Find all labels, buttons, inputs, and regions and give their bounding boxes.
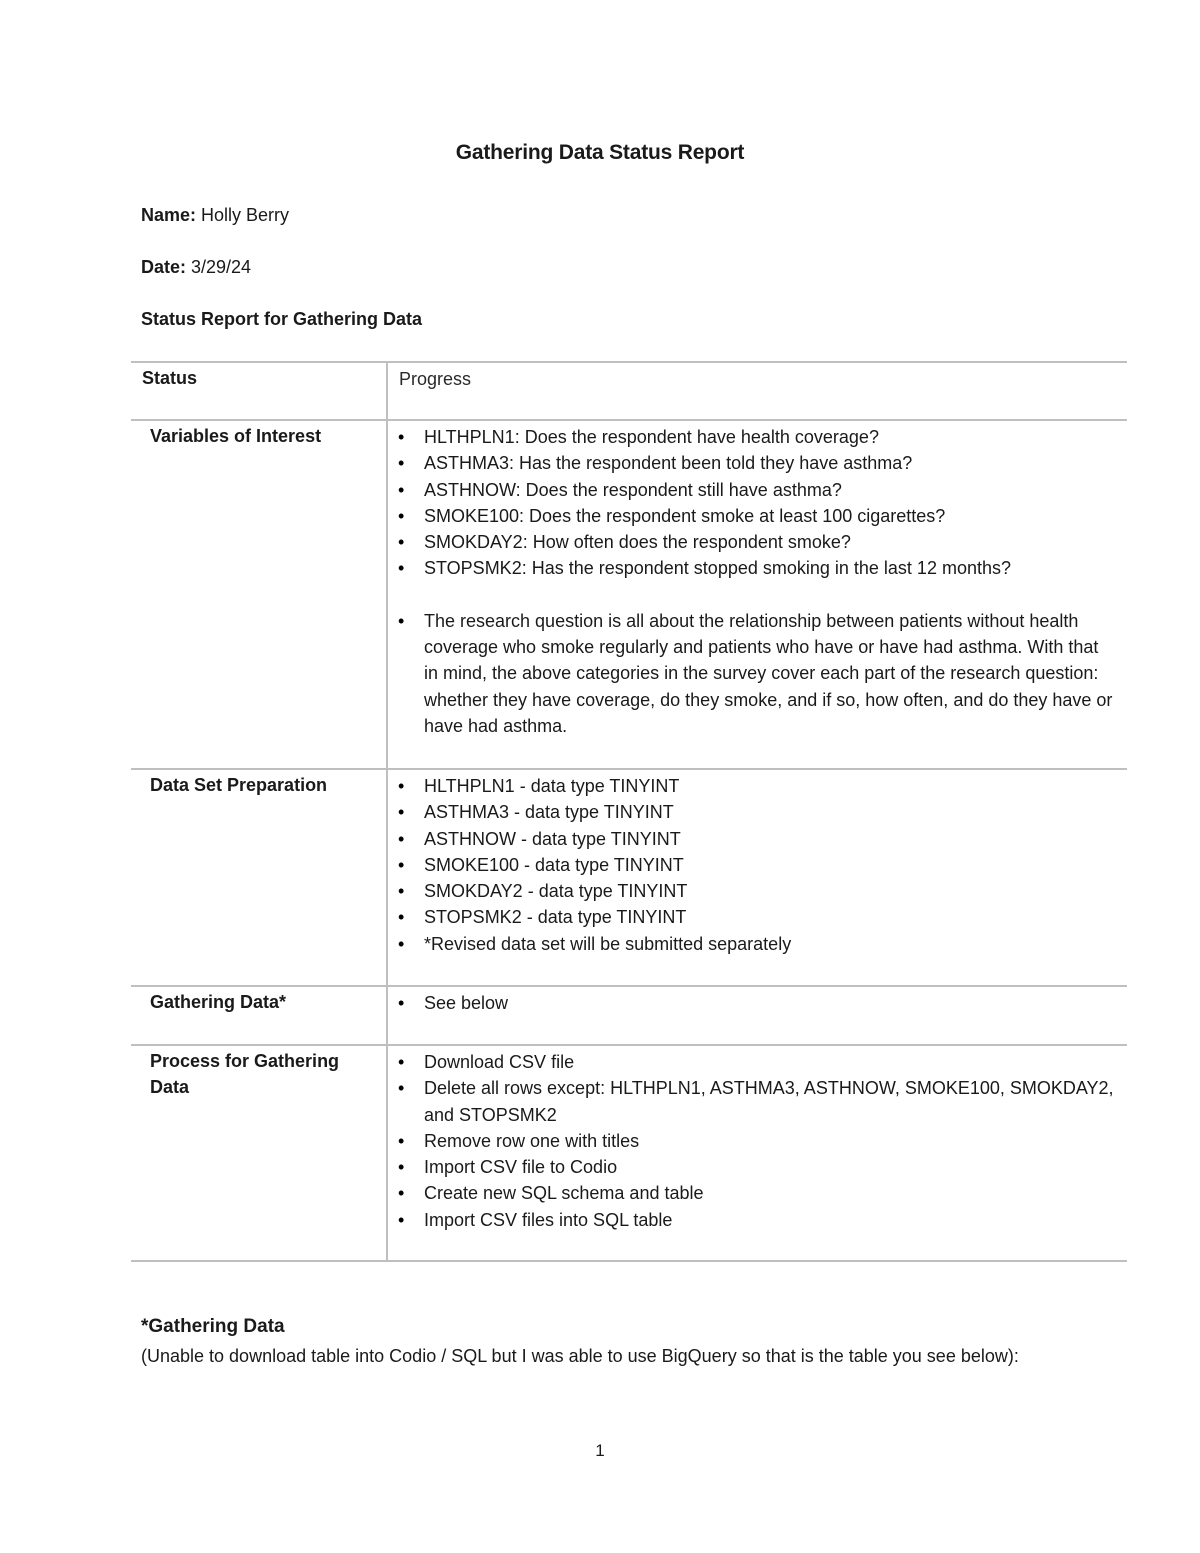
research-note: • The research question is all about the relationship between patients without health coverage who smoke regularly and patients who have or have had asthma. With that in mind, the above categories in the survey cover each part of the research question: whether they have coverage, do they smoke, and if so, how often, and do they have or have had asthma. [388, 608, 1127, 739]
page-number: 1 [595, 1441, 605, 1460]
data-prep-list [388, 773, 1127, 957]
process-list [388, 1049, 1127, 1233]
list-item: • ASTHNOW - data type TINYINT [388, 826, 1127, 852]
list-item: • Delete all rows except: HLTHPLN1, ASTHMA3, ASTHNOW, SMOKE100, SMOKDAY2, and STOPSMK2 [388, 1075, 1127, 1128]
list-item: • Download CSV file [388, 1049, 1127, 1075]
footer-note: (Unable to download table into Codio / SQL but I was able to use BigQuery so that is the table you see below): [141, 1346, 1019, 1366]
table-row [131, 420, 1127, 769]
list-item: • HLTHPLN1: Does the respondent have health coverage? [388, 424, 1127, 450]
list-item: • ASTHMA3: Has the respondent been told they have asthma? [388, 450, 1127, 476]
list-item: • SMOKDAY2 - data type TINYINT [388, 878, 1127, 904]
row-label: Gathering Data* [150, 992, 287, 1012]
row-label: Process for Gathering Data [150, 1051, 340, 1097]
date-value: 3/29/24 [186, 257, 252, 277]
row-content-cell [387, 1045, 1127, 1261]
date-line [141, 257, 251, 278]
header-progress: Progress [399, 369, 472, 389]
row-label-cell [131, 420, 387, 769]
date-label: Date: [141, 257, 187, 277]
variables-list [388, 424, 1127, 582]
name-label: Name: [141, 205, 197, 225]
header-progress-cell [387, 362, 1127, 420]
list-item: • ASTHMA3 - data type TINYINT [388, 799, 1127, 825]
header-status-cell [131, 362, 387, 420]
list-item: • STOPSMK2 - data type TINYINT [388, 904, 1127, 930]
row-label: Variables of Interest [150, 426, 322, 446]
list-item: • Import CSV file to Codio [388, 1154, 1127, 1180]
status-table [131, 361, 1127, 1262]
list-item: • *Revised data set will be submitted separately [388, 931, 1127, 957]
header-status: Status [142, 368, 198, 388]
table-header-row [131, 362, 1127, 420]
name-value: Holly Berry [196, 205, 290, 225]
list-item: • HLTHPLN1 - data type TINYINT [388, 773, 1127, 799]
gathering-list [388, 990, 1127, 1016]
section-heading: Status Report for Gathering Data [141, 309, 423, 329]
name-line [141, 205, 289, 226]
list-item: • See below [388, 990, 1127, 1016]
table-row [131, 1045, 1127, 1261]
row-label-cell [131, 1045, 387, 1261]
list-item: • Import CSV files into SQL table [388, 1207, 1127, 1233]
spacer [388, 582, 1127, 608]
table-row [131, 986, 1127, 1045]
list-item: • Remove row one with titles [388, 1128, 1127, 1154]
row-label-cell [131, 986, 387, 1045]
list-item: • ASTHNOW: Does the respondent still have asthma? [388, 477, 1127, 503]
list-item: • SMOKDAY2: How often does the respondent smoke? [388, 529, 1127, 555]
list-item: • SMOKE100 - data type TINYINT [388, 852, 1127, 878]
row-content-cell [387, 769, 1127, 986]
footer-heading: *Gathering Data [141, 1316, 285, 1337]
row-label: Data Set Preparation [150, 775, 328, 795]
table-row [131, 769, 1127, 986]
research-note-list [388, 608, 1127, 739]
row-label-cell [131, 769, 387, 986]
list-item: • Create new SQL schema and table [388, 1180, 1127, 1206]
row-content-cell [387, 420, 1127, 769]
list-item: • SMOKE100: Does the respondent smoke at least 100 cigarettes? [388, 503, 1127, 529]
row-content-cell [387, 986, 1127, 1045]
document-title: Gathering Data Status Report [455, 141, 745, 164]
list-item: • STOPSMK2: Has the respondent stopped smoking in the last 12 months? [388, 555, 1127, 581]
